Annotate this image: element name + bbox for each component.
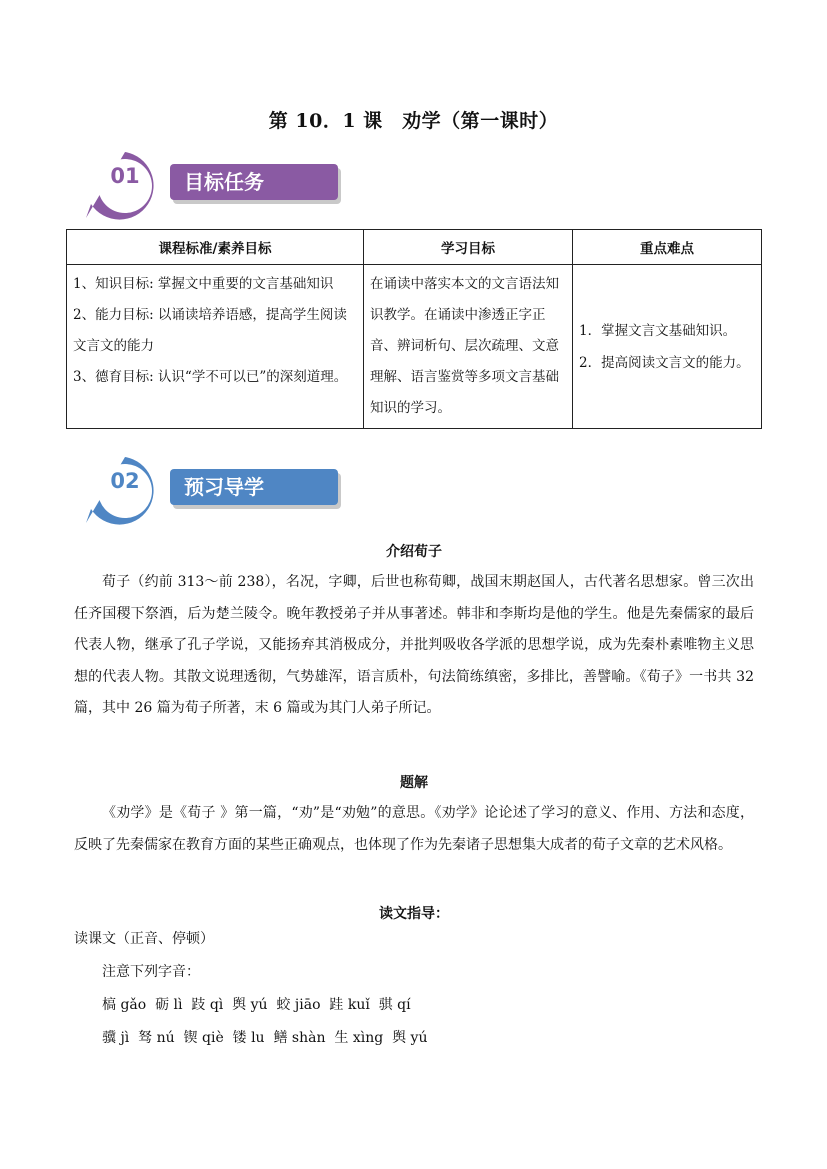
key-points-cell (573, 265, 762, 429)
badge-number: 01 (110, 164, 140, 188)
table-header: 课程标准/素养目标 (67, 230, 364, 265)
pinyin-line: 骥 jì 驽 nú 锲 qiè 镂 lu 鳝 shàn 生 xìng 舆 yú (102, 1030, 428, 1046)
section-heading: 读文指导： (379, 906, 449, 922)
learning-goal-cell: 在诵读中落实本文的文言语法知识教学。在诵读中渗透正字正音、辨词析句、层次疏理、文意理解、语言鉴赏等多项文言基础知识的学习。 (364, 265, 573, 429)
tijie-paragraph: 《劝学》是《荀子 》第一篇，“劝”是“劝勉”的意思。《劝学》论论述了学习的意义、作用、方法和态度，反映了先秦儒家在教育方面的某些正确观点，也体现了作为先秦诸子思想集大成者的荀子文章的艺术风格。 (74, 805, 754, 853)
reading-instruction: 读课文（正音、停顿） (74, 931, 214, 947)
page-title: 第 10．1 课 劝学（第一课时） (268, 110, 559, 132)
badge-label: 预习导学 (170, 469, 338, 505)
section-badge-preview (80, 455, 340, 525)
badge-number: 02 (110, 469, 140, 493)
section-heading: 题解 (400, 775, 428, 791)
key-point-item: 2．提高阅读文言文的能力。 (579, 354, 750, 371)
table-row (67, 265, 762, 429)
table-header: 重点难点 (573, 230, 762, 265)
standard-item: 2、能力目标: 以诵读培养语感，提高学生阅读文言文的能力 (73, 307, 347, 354)
tijie-section (74, 772, 754, 861)
goals-table (66, 229, 762, 429)
section-badge-goals (80, 150, 340, 220)
standards-cell (67, 265, 364, 429)
intro-section (74, 541, 754, 725)
key-point-item: 1．掌握文言文基础知识。 (579, 322, 737, 339)
pinyin-line: 槁 gǎo 砺 lì 跂 qì 舆 yú 蛟 jiāo 跬 kuǐ 骐 qí (102, 997, 411, 1013)
table-header-row (67, 230, 762, 265)
badge-label: 目标任务 (170, 164, 338, 200)
standard-item: 3、德育目标: 认识“学不可以已”的深刻道理。 (73, 369, 348, 385)
intro-paragraph: 荀子（约前 313～前 238），名况，字卿，后世也称荀卿，战国末期赵国人，古代著名思想家。曾三次出任齐国稷下祭酒，后为楚兰陵令。晚年教授弟子并从事著述。韩非和李斯均是他的学生。他是先秦儒家的最后代表人物，继承了孔子学说，又能扬弃其消极成分，并批判吸收各学派的思想学说，成为先秦朴素唯物主义思想的代表人物。其散文说理透彻，气势雄浑，语言质朴，句法简练缜密，多排比，善譬喻。《荀子》一书共 32 篇，其中 26 篇为荀子所著，末 6 篇或为其门人弟子所记。 (74, 574, 754, 716)
section-heading: 介绍荀子 (386, 544, 442, 560)
reading-section (74, 903, 754, 1055)
pronunciation-note: 注意下列字音： (102, 964, 200, 980)
standard-item: 1、知识目标: 掌握文中重要的文言基础知识 (73, 276, 334, 292)
table-header: 学习目标 (364, 230, 573, 265)
